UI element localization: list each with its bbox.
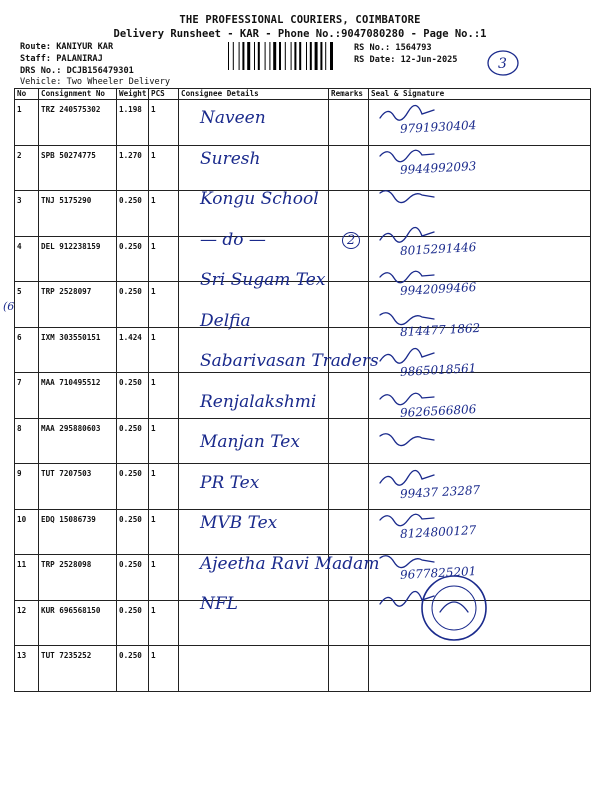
col-header-signature: Seal & Signature bbox=[369, 89, 591, 100]
pcs: 1 bbox=[149, 236, 179, 282]
weight: 0.250 bbox=[117, 236, 149, 282]
pcs: 1 bbox=[149, 646, 179, 692]
pcs: 1 bbox=[149, 373, 179, 419]
table-row bbox=[15, 418, 591, 464]
remarks-cell bbox=[329, 191, 369, 237]
runsheet-table bbox=[14, 88, 591, 692]
staff-label: Staff: PALANIRAJ bbox=[20, 54, 103, 64]
signature-scribble bbox=[378, 428, 438, 448]
signature-phone-handwriting: 9865018561 bbox=[399, 361, 477, 379]
signature-scribble bbox=[378, 307, 438, 327]
circled-page-number bbox=[486, 48, 520, 78]
consignee-handwriting: Manjan Tex bbox=[200, 432, 300, 452]
table-row bbox=[15, 646, 591, 692]
col-header-no: No bbox=[15, 89, 39, 100]
weight: 0.250 bbox=[117, 282, 149, 328]
signature-phone-handwriting: 9677825201 bbox=[399, 563, 477, 582]
company-title: THE PROFESSIONAL COURIERS, COIMBATORE bbox=[179, 14, 421, 26]
circled-number-text: 3 bbox=[498, 56, 507, 72]
signature-phone-handwriting: 99437 23287 bbox=[399, 482, 481, 501]
signature-phone-handwriting: 8124800127 bbox=[399, 523, 477, 541]
signature-scribble bbox=[378, 509, 438, 529]
consignment-no: MAA 295880603 bbox=[39, 418, 117, 464]
pcs: 1 bbox=[149, 464, 179, 510]
signature-scribble bbox=[378, 226, 438, 246]
rs-date-label: RS Date: 12-Jun-2025 bbox=[354, 55, 458, 65]
pcs: 1 bbox=[149, 191, 179, 237]
row-no: 9 bbox=[15, 464, 39, 510]
pcs: 1 bbox=[149, 100, 179, 146]
table-row bbox=[15, 464, 591, 510]
margin-note: (6 bbox=[3, 300, 15, 313]
consignment-no: TRP 2528098 bbox=[39, 555, 117, 601]
consignment-no: TUT 7235252 bbox=[39, 646, 117, 692]
weight: 0.250 bbox=[117, 373, 149, 419]
signature-phone-handwriting: 9626566806 bbox=[399, 401, 477, 420]
consignment-no: MAA 710495512 bbox=[39, 373, 117, 419]
weight: 0.250 bbox=[117, 191, 149, 237]
weight: 0.250 bbox=[117, 555, 149, 601]
signature-scribble bbox=[378, 550, 438, 570]
col-header-weight: Weight bbox=[117, 89, 149, 100]
col-header-consignee: Consignee Details bbox=[179, 89, 329, 100]
drs-label: DRS No.: DCJB156479301 bbox=[20, 66, 134, 76]
weight: 1.424 bbox=[117, 327, 149, 373]
remarks-cell bbox=[329, 373, 369, 419]
row-no: 11 bbox=[15, 555, 39, 601]
signature-scribble bbox=[378, 469, 438, 489]
consignee-handwriting: — do — bbox=[200, 229, 266, 250]
consignee-handwriting: Sabarivasan Traders bbox=[200, 351, 379, 371]
remarks-cell bbox=[329, 282, 369, 328]
weight: 0.250 bbox=[117, 509, 149, 555]
table-row bbox=[15, 509, 591, 555]
consignee-handwriting: Naveen bbox=[200, 108, 266, 128]
signature-phone-handwriting: 9791930404 bbox=[399, 118, 477, 136]
weight: 0.250 bbox=[117, 600, 149, 646]
pcs: 1 bbox=[149, 282, 179, 328]
pcs: 1 bbox=[149, 509, 179, 555]
consignment-no: TRZ 240575302 bbox=[39, 100, 117, 146]
signature-phone-handwriting: 8015291446 bbox=[399, 239, 477, 258]
vehicle-label: Vehicle: Two Wheeler Delivery bbox=[20, 77, 171, 87]
consignee-handwriting: NFL bbox=[200, 594, 238, 614]
signature-phone-handwriting: 9942099466 bbox=[399, 280, 477, 298]
remarks-handwriting: 2 bbox=[342, 232, 360, 249]
consignee-cell bbox=[179, 646, 329, 692]
runsheet-subtitle: Delivery Runsheet - KAR - Phone No.:9047080280 - Page No.:1 bbox=[113, 28, 487, 40]
consignment-no: EDQ 15086739 bbox=[39, 509, 117, 555]
weight: 1.198 bbox=[117, 100, 149, 146]
remarks-cell bbox=[329, 145, 369, 191]
consignee-handwriting: Ajeetha Ravi Madam bbox=[200, 553, 380, 574]
row-no: 13 bbox=[15, 646, 39, 692]
row-no: 1 bbox=[15, 100, 39, 146]
consignment-no: IXM 303550151 bbox=[39, 327, 117, 373]
remarks-cell bbox=[329, 464, 369, 510]
table-row bbox=[15, 145, 591, 191]
pcs: 1 bbox=[149, 555, 179, 601]
weight: 0.250 bbox=[117, 646, 149, 692]
table-header-row bbox=[15, 89, 591, 100]
weight: 1.270 bbox=[117, 145, 149, 191]
signature-scribble bbox=[378, 388, 438, 408]
signature-scribble bbox=[378, 347, 438, 367]
pcs: 1 bbox=[149, 418, 179, 464]
row-no: 2 bbox=[15, 145, 39, 191]
row-no: 5 bbox=[15, 282, 39, 328]
company-seal-stamp bbox=[418, 572, 490, 644]
consignee-handwriting: Renjalakshmi bbox=[200, 391, 317, 412]
signature-scribble bbox=[378, 104, 438, 124]
pcs: 1 bbox=[149, 327, 179, 373]
consignment-no: TRP 2528097 bbox=[39, 282, 117, 328]
barcode-image bbox=[228, 42, 348, 70]
weight: 0.250 bbox=[117, 464, 149, 510]
table-row bbox=[15, 100, 591, 146]
remarks-cell bbox=[329, 418, 369, 464]
route-label: Route: KANIYUR KAR bbox=[20, 42, 114, 52]
col-header-pcs: PCS bbox=[149, 89, 179, 100]
consignee-handwriting: MVB Tex bbox=[200, 513, 278, 533]
consignment-no: TNJ 5175290 bbox=[39, 191, 117, 237]
row-no: 12 bbox=[15, 600, 39, 646]
remarks-cell bbox=[329, 100, 369, 146]
col-header-remarks: Remarks bbox=[329, 89, 369, 100]
consignee-handwriting: PR Tex bbox=[200, 472, 260, 493]
remarks-cell bbox=[329, 646, 369, 692]
consignee-handwriting: Kongu School bbox=[200, 189, 319, 209]
signature-scribble bbox=[378, 266, 438, 286]
row-no: 6 bbox=[15, 327, 39, 373]
consignment-no: DEL 912238159 bbox=[39, 236, 117, 282]
consignee-handwriting: Delfia bbox=[200, 310, 251, 331]
table-row bbox=[15, 600, 591, 646]
row-no: 8 bbox=[15, 418, 39, 464]
signature-cell bbox=[369, 646, 591, 692]
row-no: 7 bbox=[15, 373, 39, 419]
row-no: 10 bbox=[15, 509, 39, 555]
consignment-no: TUT 7207503 bbox=[39, 464, 117, 510]
signature-phone-handwriting: 9944992093 bbox=[399, 158, 477, 177]
row-no: 4 bbox=[15, 236, 39, 282]
signature-scribble bbox=[378, 145, 438, 165]
weight: 0.250 bbox=[117, 418, 149, 464]
col-header-consignment: Consignment No bbox=[39, 89, 117, 100]
signature-phone-handwriting: 814477 1862 bbox=[399, 320, 481, 339]
consignee-handwriting: Sri Sugam Tex bbox=[200, 270, 326, 290]
remarks-cell bbox=[329, 600, 369, 646]
pcs: 1 bbox=[149, 600, 179, 646]
rs-no-label: RS No.: 1564793 bbox=[354, 43, 432, 53]
consignment-no: KUR 696568150 bbox=[39, 600, 117, 646]
remarks-cell bbox=[329, 509, 369, 555]
row-no: 3 bbox=[15, 191, 39, 237]
pcs: 1 bbox=[149, 145, 179, 191]
signature-scribble bbox=[378, 185, 438, 205]
consignment-no: SPB 50274775 bbox=[39, 145, 117, 191]
consignee-handwriting: Suresh bbox=[200, 148, 261, 169]
